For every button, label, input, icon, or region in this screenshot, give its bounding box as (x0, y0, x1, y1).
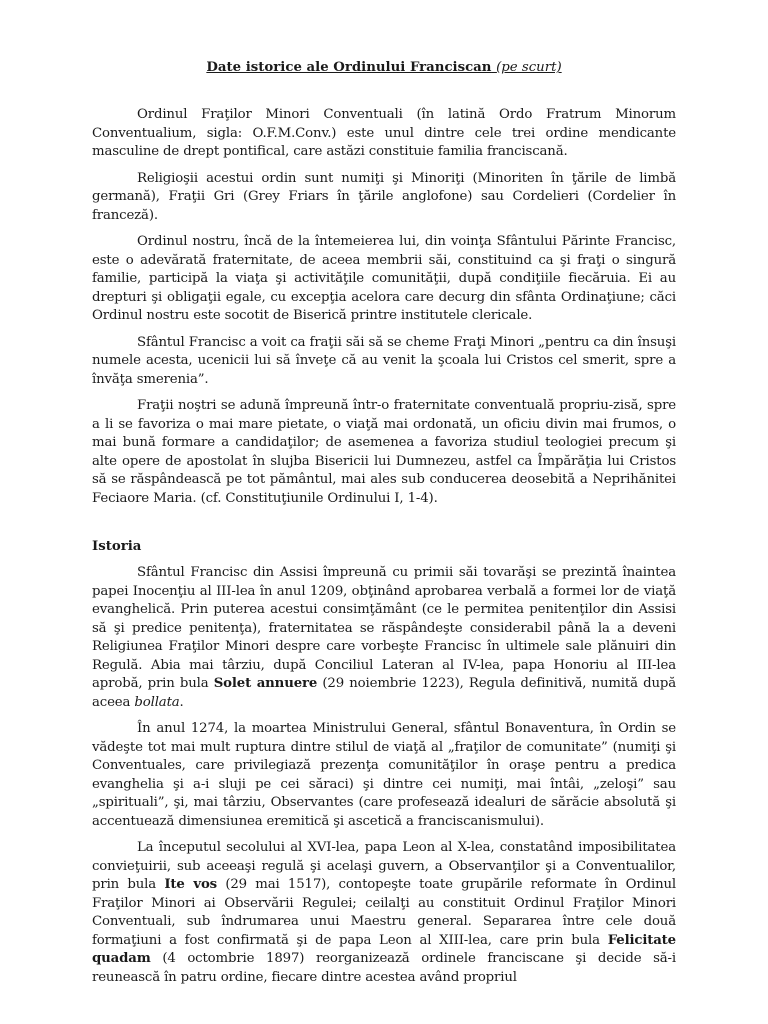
bull-solet-annuere: Solet annuere (213, 676, 318, 691)
paragraph-history-2: În anul 1274, la moartea Ministrului General, sfântul Bonaventura, în Ordin se vădeşte tot mai mult ruptura dintre stilul de viaţă al „fraţilor de comunitate” (numiţi şi Conventuales, care privilegiază prezenţa comunităţilor în oraşe pentru a predica evanghelia şi a-i sluji pe cei săraci) şi dintre cei numiţi, mai întâi, „zeloşi” sau „spirituali”, şi, mai târziu, Observantes (care profesează idealuri de sărăcie absolută şi accentuează dimensiunea eremitică şi ascetică a franciscanismului). (92, 721, 676, 829)
history-1-text-c: . (179, 694, 184, 710)
paragraph-intro-3: Ordinul nostru, încă de la întemeierea lui, din voinţa Sfântului Părinte Francisc, este o adevărată fraternitate, de aceea membrii săi, constituind ca şi fraţi o singură familie, participă la viaţa şi activităţile comunităţii, după condiţiile fiecăruia. Ei au drepturi şi obligaţii egale, cu excepţia acelora care decurg din sfânta Ordinaţiune; căci Ordinul nostru este socotit de Biserică printre institutele clericale. (92, 234, 676, 323)
paragraph-history-1 (92, 564, 676, 712)
history-1-text-b: (29 noiembrie 1223), Regula definitivă, numită după aceea (92, 676, 676, 710)
document-body (92, 58, 676, 995)
bull-ite-vos: Ite vos (164, 877, 218, 892)
history-3-text-c: (4 octombrie 1897) reorganizează ordinele franciscane şi decide să-i reunească în patru ordine, fiecare dintre acestea având propriul (92, 951, 676, 985)
term-bollata: bollata (134, 694, 180, 710)
paragraph-intro-5: Fraţii noştri se adună împreună într-o fraternitate conventuală propriu-zisă, spre a li se favoriza o mai mare pietate, o viaţă mai ordonată, un oficiu divin mai frumos, o mai bună formare a candidaţilor; de asemenea a favoriza studiul teologiei precum şi alte opere de apostolat în slujba Bisericii lui Dumnezeu, astfel ca Împărăţia lui Cristos să se răspândească pe tot pământul, mai ales sub conducerea deosebită a Neprihănitei Feciaore Maria. (cf. Constituţiunile Ordinului I, 1-4). (92, 398, 676, 506)
section-heading-istoria: Istoria (92, 539, 142, 554)
paragraph-intro-4: Sfântul Francisc a voit ca fraţii săi să se cheme Fraţi Minori „pentru ca din însuşi numele acesta, ucenicii lui să înveţe că au venit la şcoala lui Cristos cel smerit, spre a învăţa smerenia”. (92, 334, 676, 387)
history-1-text-a: Sfântul Francisc din Assisi împreună cu primii săi tovarăşi se prezintă înaintea papei Inocenţiu al III-lea în anul 1209, obţinând aprobarea verbală a formei lor de viaţă evanghelică. Prin puterea acestui consimţământ (ce le permitea penitenţilor din Assisi să şi predice penitenţa), fraternitatea se răspândeşte considerabil până la a deveni Religiunea Fraţilor Minori despre care vorbeşte Francisc în ultimele sale plănuiri din Regulă. Abia mai târziu, după Conciliul Lateran al IV-lea, papa Honoriu al III-lea aprobă, prin bula (92, 565, 676, 691)
title-subtitle: (pe scurt) (496, 60, 562, 75)
paragraph-intro-2: Religioşii acestui ordin sunt numiţi şi Minoriţi (Minoriten în ţările de limbă germană), Fraţii Gri (Grey Friars în ţările anglofone) sau Cordelieri (Cordelier în franceză). (92, 170, 676, 223)
document-title (92, 58, 676, 78)
title-main: Date istorice ale Ordinului Franciscan (206, 60, 492, 75)
history-3-text-b: (29 mai 1517), contopeşte toate grupările reformate în Ordinul Fraţilor Minori ai Observării Regulei; ceilalţi au constituit Ordinul Fraţilor Minori Conventuali, sub îndrumarea unui Maestru general. Separarea între cele două formaţiuni a fost confirmată şi de papa Leon al XIII-lea, care prin bula (92, 877, 677, 948)
history-3-text-a: La începutul secolului al XVI-lea, papa Leon al X-lea, constatând imposibilitatea convieţuirii, sub aceeaşi regulă şi acelaşi guvern, a Observanţilor şi a Conventualilor, prin bula (92, 840, 676, 892)
paragraph-history-3 (92, 839, 676, 987)
bull-felicitate-quadam: Felicitate quadam (92, 932, 676, 966)
paragraph-intro-1: Ordinul Fraţilor Minori Conventuali (în latină Ordo Fratrum Minorum Conventualium, sigla: O.F.M.Conv.) este unul dintre cele trei ordine mendicante masculine de drept pontifical, care astăzi constituie familia franciscană. (92, 107, 676, 159)
